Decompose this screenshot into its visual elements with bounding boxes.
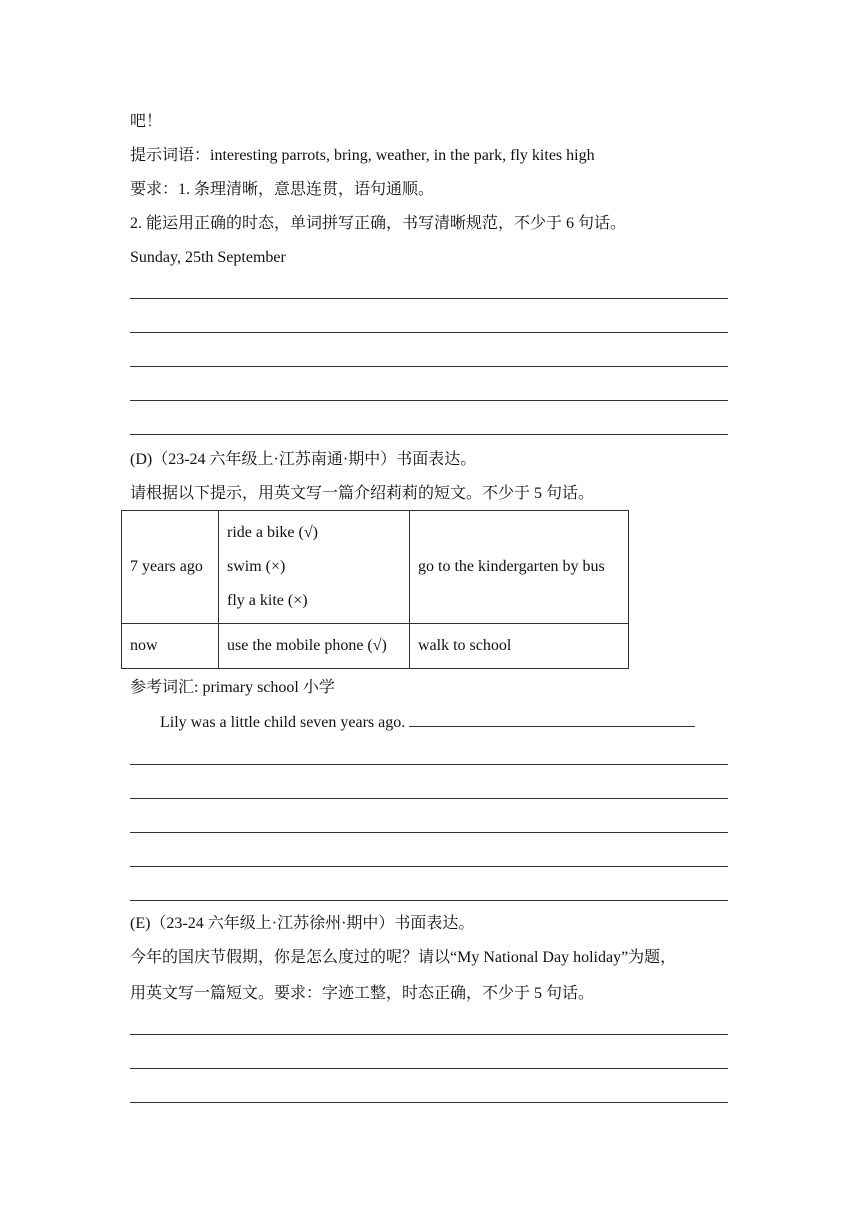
section-e-instruction-2: 用英文写一篇短文。要求：字迹工整，时态正确，不少于 5 句话。 [130,985,595,1002]
writing-line[interactable] [130,764,728,765]
requirement-1: 要求：1. 条理清晰，意思连贯，语句通顺。 [130,181,435,198]
diary-date: Sunday, 25th September [130,249,286,266]
writing-line[interactable] [130,1068,728,1069]
table-cell-time: 7 years ago [122,511,219,624]
activity-item: ride a bike (√) [227,524,318,541]
section-d-heading: (D)（23-24 六年级上·江苏南通·期中）书面表达。 [130,451,477,468]
continued-text: 吧！ [130,113,163,130]
table-cell-activities [219,511,410,624]
starter-sentence: Lily was a little child seven years ago. [160,714,406,731]
writing-blank[interactable] [409,712,695,727]
activity-item: swim (×) [227,558,286,575]
hint-words: 提示词语：interesting parrots, bring, weather, in the park, fly kites high [130,147,595,164]
activity-item: fly a kite (×) [227,592,308,609]
section-d-instruction: 请根据以下提示，用英文写一篇介绍莉莉的短文。不少于 5 句话。 [130,485,595,502]
writing-line[interactable] [130,332,728,333]
prompt-table [121,510,629,669]
section-e-heading: (E)（23-24 六年级上·江苏徐州·期中）书面表达。 [130,915,475,932]
writing-line[interactable] [130,434,728,435]
writing-line[interactable] [130,1034,728,1035]
writing-line[interactable] [130,900,728,901]
table-cell-transport: go to the kindergarten by bus [410,511,629,624]
requirement-2: 2. 能运用正确的时态，单词拼写正确，书写清晰规范，不少于 6 句话。 [130,215,627,232]
writing-line[interactable] [130,1102,728,1103]
writing-line[interactable] [130,832,728,833]
table-cell-activities: use the mobile phone (√) [219,624,410,669]
writing-line[interactable] [130,366,728,367]
starter-sentence-row [160,712,695,733]
writing-line[interactable] [130,400,728,401]
writing-line[interactable] [130,798,728,799]
table-row [122,511,629,624]
table-row [122,624,629,669]
table-cell-time: now [122,624,219,669]
table-cell-transport: walk to school [410,624,629,669]
section-e-instruction-1: 今年的国庆节假期，你是怎么度过的呢？请以“My National Day holiday”为题， [130,949,677,966]
writing-line[interactable] [130,298,728,299]
writing-line[interactable] [130,866,728,867]
vocab-hint: 参考词汇: primary school 小学 [130,679,335,696]
